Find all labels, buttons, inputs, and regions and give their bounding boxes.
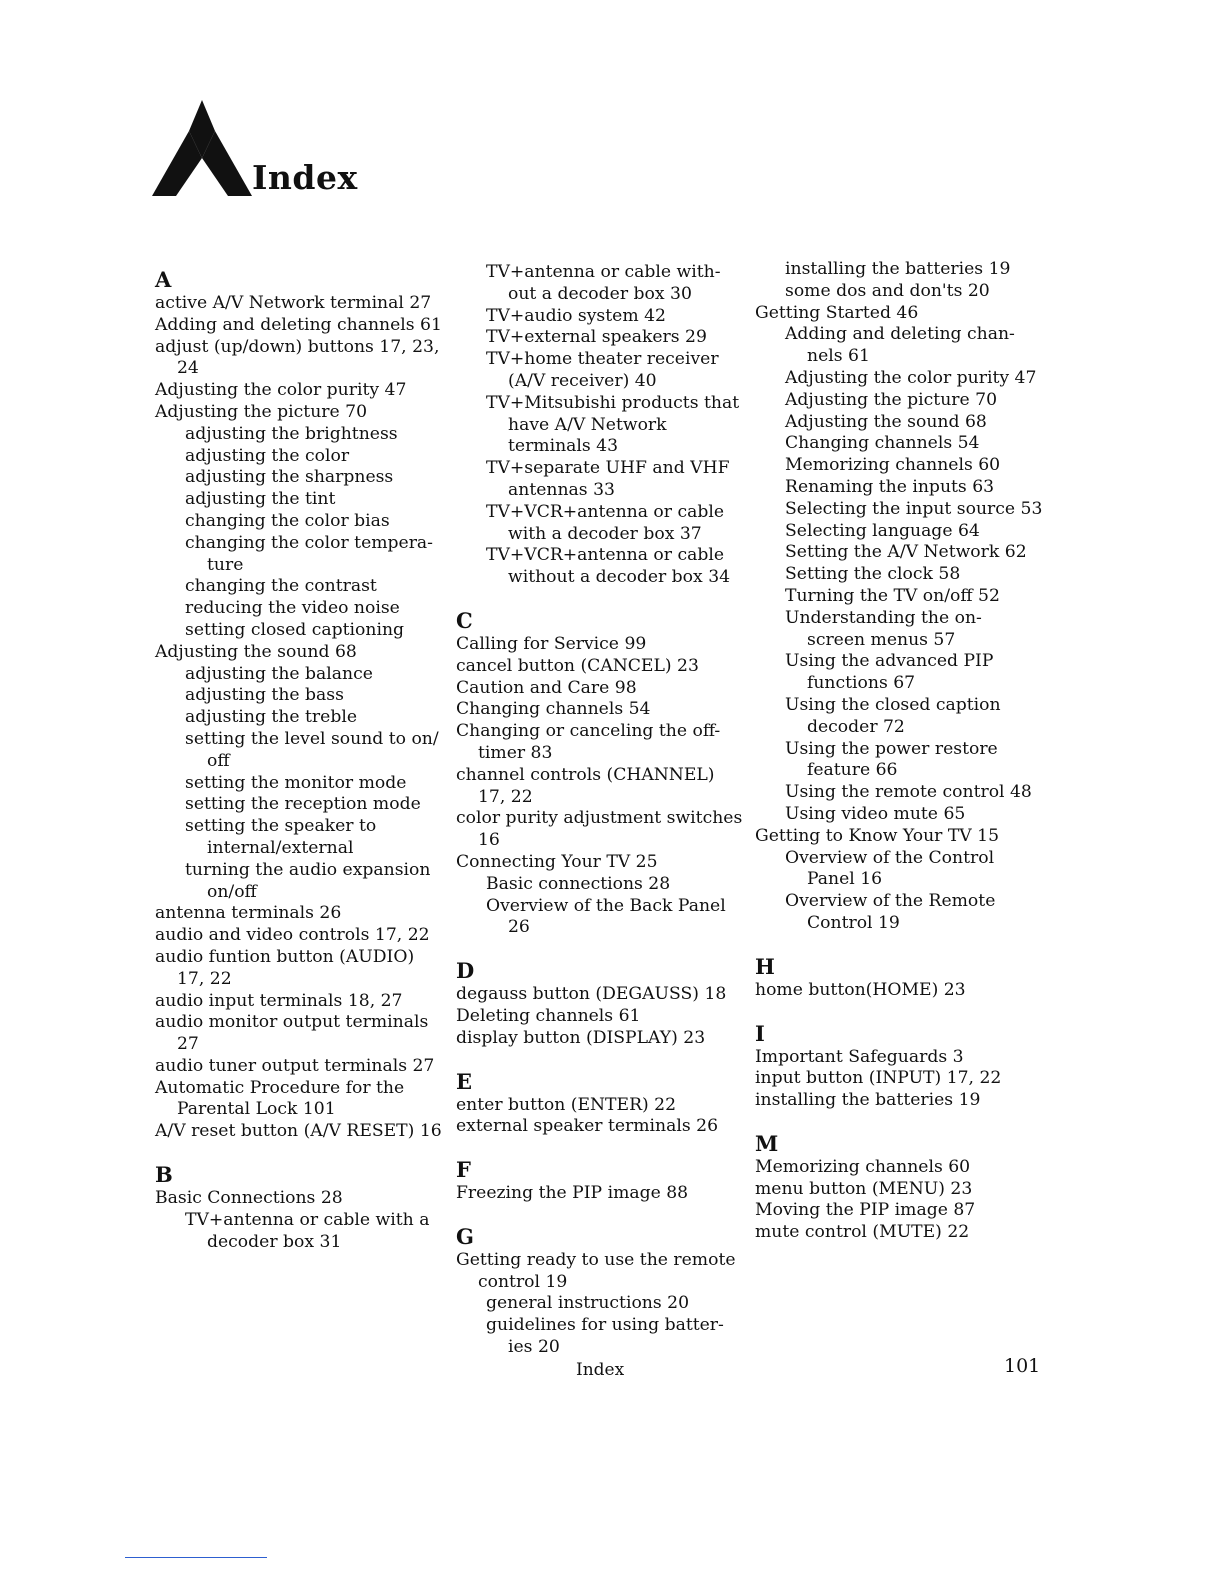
- index-entry: audio input terminals 18, 27: [155, 990, 403, 1011]
- index-entry: Connecting Your TV 25: [456, 851, 658, 872]
- index-entry: Adding and deleting channels 61: [155, 314, 442, 335]
- index-entry: Important Safeguards 3: [755, 1046, 964, 1067]
- index-subentry: adjusting the sharpness: [185, 467, 394, 488]
- index-subentry: installing the batteries 19: [785, 259, 1011, 279]
- footer-section-label: Index: [576, 1360, 625, 1380]
- index-subentry: adjusting the color: [185, 445, 350, 466]
- index-entry: audio monitor output terminals 27: [155, 1012, 429, 1055]
- index-subentry: Using the power restore feature 66: [785, 738, 998, 781]
- index-subentry: reducing the video noise: [185, 598, 400, 619]
- index-entry: A/V reset button (A/V RESET) 16: [155, 1121, 442, 1142]
- index-subentry: Selecting language 64: [785, 520, 980, 541]
- index-subentry: Using the advanced PIP functions 67: [785, 651, 994, 694]
- index-entry: Moving the PIP image 87: [755, 1200, 976, 1221]
- index-entry: audio and video controls 17, 22: [155, 925, 430, 946]
- index-subentry: Setting the clock 58: [785, 564, 961, 585]
- index-letter-heading: B: [155, 1162, 173, 1188]
- index-entry: Getting ready to use the remote control 19: [456, 1249, 736, 1292]
- index-entry: Deleting channels 61: [456, 1005, 641, 1026]
- index-subentry: Changing channels 54: [785, 433, 980, 454]
- index-subentry: turning the audio expansion on/off: [185, 859, 431, 902]
- index-column-3: [755, 259, 1045, 1244]
- index-entry: Adjusting the color purity 47: [155, 380, 407, 401]
- index-entry: Memorizing channels 60: [755, 1156, 971, 1177]
- index-entry: active A/V Network terminal 27: [155, 293, 432, 313]
- index-entry: menu button (MENU) 23: [755, 1178, 973, 1199]
- index-subentry: setting the speaker to internal/external: [185, 816, 377, 858]
- index-subentry: adjusting the bass: [185, 685, 344, 706]
- index-subentry: Memorizing channels 60: [785, 455, 1001, 476]
- index-letter-heading: I: [755, 1020, 765, 1046]
- index-subentry: Adding and deleting chan- nels 61: [785, 324, 1015, 367]
- index-subentry: TV+VCR+antenna or cable with a decoder box 37: [486, 501, 724, 544]
- index-entry: enter button (ENTER) 22: [456, 1094, 677, 1115]
- index-subentry: TV+audio system 42: [486, 305, 666, 326]
- index-entry: Automatic Procedure for the Parental Lock 101: [155, 1077, 405, 1120]
- index-subentry: setting the level sound to on/ off: [185, 728, 439, 771]
- index-subentry: guidelines for using batter- ies 20: [486, 1315, 724, 1358]
- index-letter-heading: H: [755, 953, 775, 979]
- index-entry: color purity adjustment switches 16: [456, 808, 743, 851]
- index-subentry: Adjusting the sound 68: [785, 411, 987, 432]
- index-subentry: Using the remote control 48: [785, 782, 1032, 803]
- index-entry: Changing or canceling the off- timer 83: [456, 721, 721, 763]
- index-subentry: setting closed captioning: [185, 619, 405, 640]
- index-letter-heading: G: [456, 1223, 474, 1249]
- index-subentry: TV+antenna or cable with- out a decoder box 30: [486, 262, 721, 304]
- index-letter-heading: D: [456, 958, 475, 984]
- index-entry: degauss button (DEGAUSS) 18: [456, 984, 727, 1005]
- index-subentry: Turning the TV on/off 52: [785, 585, 1000, 606]
- page-title: Index: [252, 158, 358, 197]
- divider-line: [125, 1557, 267, 1558]
- index-entry: mute control (MUTE) 22: [755, 1222, 970, 1243]
- index-subentry: some dos and don'ts 20: [785, 280, 990, 301]
- index-entry: input button (INPUT) 17, 22: [755, 1068, 1002, 1089]
- index-entry: Adjusting the sound 68: [155, 641, 357, 662]
- page-number: 101: [1004, 1355, 1041, 1377]
- index-subentry: adjusting the tint: [185, 489, 336, 510]
- index-entry: Caution and Care 98: [456, 677, 637, 698]
- index-subentry: Overview of the Remote Control 19: [785, 891, 996, 933]
- index-subentry: changing the contrast: [185, 576, 377, 597]
- index-entry: Changing channels 54: [456, 699, 651, 720]
- index-letter-heading: C: [456, 607, 473, 633]
- index-subentry: adjusting the balance: [185, 663, 373, 684]
- index-entry: installing the batteries 19: [755, 1090, 981, 1111]
- index-subentry: setting the reception mode: [185, 794, 421, 815]
- index-entry: Getting to Know Your TV 15: [755, 825, 1000, 846]
- index-entry: channel controls (CHANNEL) 17, 22: [456, 764, 715, 807]
- index-subentry: Overview of the Control Panel 16: [785, 847, 995, 890]
- index-subentry: TV+home theater receiver (A/V receiver) 40: [486, 349, 719, 391]
- index-entry: antenna terminals 26: [155, 903, 342, 924]
- index-entry: Basic Connections 28: [155, 1188, 343, 1209]
- index-subentry: adjusting the brightness: [185, 423, 398, 444]
- index-subentry: changing the color bias: [185, 510, 390, 531]
- index-letter-heading: M: [755, 1130, 779, 1156]
- index-entry: adjust (up/down) buttons 17, 23, 24: [155, 336, 440, 379]
- index-subentry: adjusting the treble: [185, 707, 357, 728]
- index-subentry: Adjusting the picture 70: [785, 389, 998, 410]
- index-subentry: TV+Mitsubishi products that have A/V Network terminals 43: [486, 392, 740, 457]
- index-subentry: Understanding the on- screen menus 57: [785, 607, 982, 650]
- index-entry: Adjusting the picture 70: [155, 401, 368, 422]
- index-entry: cancel button (CANCEL) 23: [456, 655, 699, 676]
- index-subentry: setting the monitor mode: [185, 772, 407, 793]
- index-entry: Freezing the PIP image 88: [456, 1183, 689, 1204]
- index-subentry: TV+external speakers 29: [486, 327, 707, 348]
- index-entry: external speaker terminals 26: [456, 1116, 719, 1137]
- index-subentry: Adjusting the color purity 47: [785, 367, 1037, 388]
- index-entry: home button(HOME) 23: [755, 979, 966, 1000]
- index-column-2: [456, 262, 746, 1359]
- index-subentry: Basic connections 28: [486, 873, 671, 894]
- index-subentry: TV+separate UHF and VHF antennas 33: [486, 458, 730, 500]
- index-subentry: TV+antenna or cable with a decoder box 31: [185, 1209, 430, 1252]
- index-subentry: changing the color tempera- ture: [185, 532, 433, 575]
- index-letter-heading: E: [456, 1068, 473, 1094]
- index-entry: audio funtion button (AUDIO) 17, 22: [155, 946, 415, 989]
- index-letter-heading: F: [456, 1157, 471, 1183]
- index-subentry: Renaming the inputs 63: [785, 476, 995, 497]
- index-subentry: Selecting the input source 53: [785, 498, 1043, 519]
- index-entry: Getting Started 46: [755, 302, 919, 323]
- index-entry: audio tuner output terminals 27: [155, 1055, 435, 1076]
- index-subentry: general instructions 20: [486, 1293, 690, 1314]
- index-entry: Calling for Service 99: [456, 633, 647, 654]
- mitsubishi-logo-icon: [152, 100, 252, 196]
- index-subentry: Using video mute 65: [785, 803, 966, 824]
- index-entry: display button (DISPLAY) 23: [456, 1027, 706, 1048]
- index-subentry: Overview of the Back Panel 26: [486, 895, 726, 938]
- index-letter-heading: A: [155, 267, 172, 292]
- index-column-1: [155, 268, 445, 1253]
- index-subentry: Using the closed caption decoder 72: [785, 694, 1001, 737]
- index-subentry: Setting the A/V Network 62: [785, 542, 1027, 563]
- index-subentry: TV+VCR+antenna or cable without a decoder box 34: [486, 545, 731, 588]
